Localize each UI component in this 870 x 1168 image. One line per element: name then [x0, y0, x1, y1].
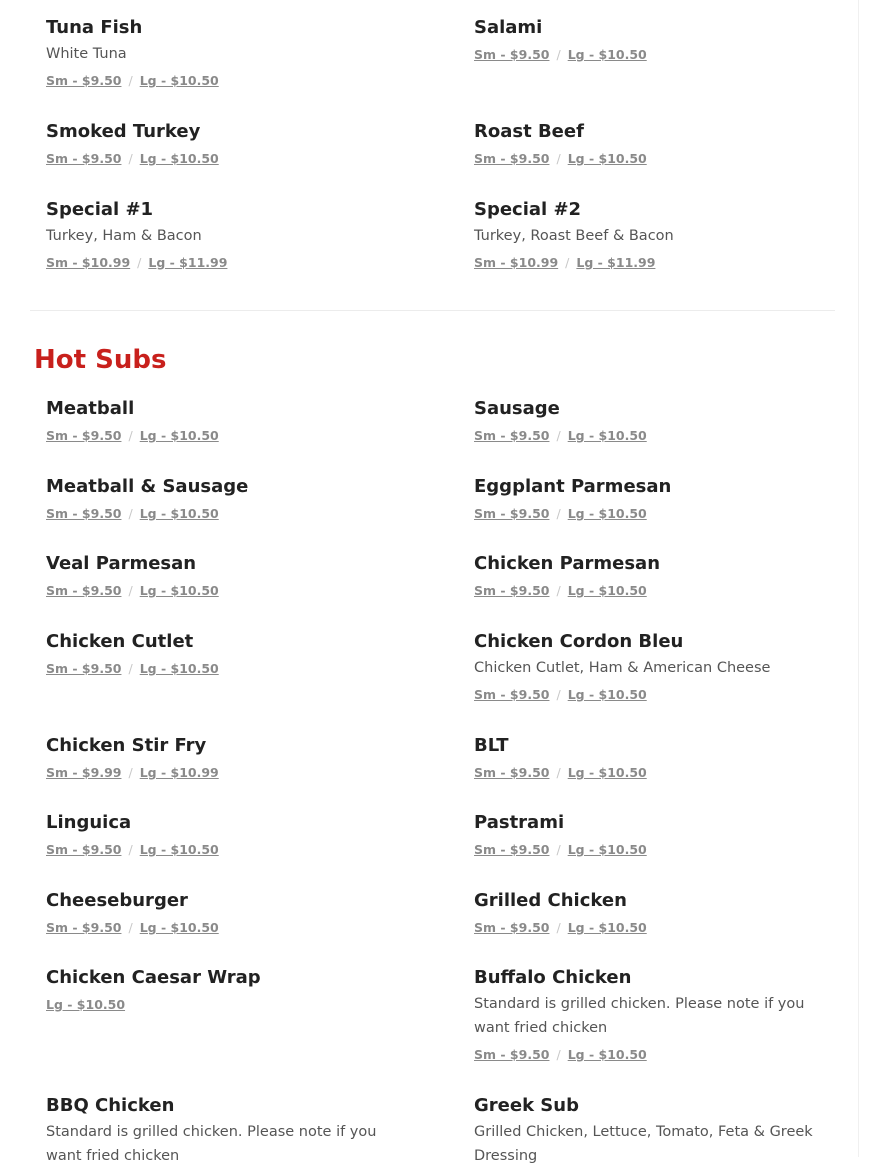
- menu-item-roast-beef[interactable]: [474, 120, 824, 168]
- menu-item-chicken-cordon-bleu[interactable]: [474, 630, 824, 704]
- price-large-link[interactable]: Lg - $10.50: [567, 151, 647, 166]
- item-name: Sausage: [474, 398, 560, 419]
- item-prices: [46, 254, 426, 272]
- item-description: Turkey, Roast Beef & Bacon: [474, 228, 674, 244]
- item-prices: [474, 427, 824, 445]
- item-name: Special #2: [474, 199, 582, 220]
- item-prices: [474, 46, 824, 64]
- section-title-hot-subs: Hot Subs: [34, 345, 167, 375]
- menu-item-chicken-stir-fry[interactable]: [46, 734, 426, 782]
- price-small-link[interactable]: Sm - $9.50: [46, 583, 122, 598]
- item-description: Grilled Chicken, Lettuce, Tomato, Feta & Greek Dressing: [474, 1124, 813, 1164]
- price-separator: /: [128, 583, 133, 598]
- item-prices: [46, 996, 426, 1014]
- price-separator: /: [128, 920, 133, 935]
- price-small-link[interactable]: Sm - $9.50: [46, 428, 122, 443]
- item-name: BLT: [474, 735, 509, 756]
- item-prices: [46, 582, 426, 600]
- price-small-link[interactable]: Sm - $9.50: [46, 73, 122, 88]
- item-name: Salami: [474, 17, 543, 38]
- item-name: Buffalo Chicken: [474, 967, 632, 988]
- item-name: Greek Sub: [474, 1095, 579, 1116]
- item-name: Cheeseburger: [46, 890, 188, 911]
- menu-item-buffalo-chicken[interactable]: [474, 966, 824, 1064]
- price-large-link[interactable]: Lg - $11.99: [576, 255, 656, 270]
- item-name: Smoked Turkey: [46, 121, 201, 142]
- price-large-link[interactable]: Lg - $10.50: [567, 687, 647, 702]
- item-name: Chicken Cutlet: [46, 631, 194, 652]
- price-small-link[interactable]: Sm - $9.50: [474, 1047, 550, 1062]
- price-separator: /: [556, 506, 561, 521]
- price-small-link[interactable]: Sm - $9.50: [46, 842, 122, 857]
- price-separator: /: [128, 428, 133, 443]
- price-small-link[interactable]: Sm - $9.50: [46, 151, 122, 166]
- item-name: Pastrami: [474, 812, 565, 833]
- item-prices: [474, 254, 824, 272]
- price-large-link[interactable]: Lg - $10.50: [139, 73, 219, 88]
- price-large-link[interactable]: Lg - $10.50: [567, 428, 647, 443]
- item-prices: [474, 686, 824, 704]
- menu-item-smoked-turkey[interactable]: [46, 120, 426, 168]
- item-prices: [474, 764, 824, 782]
- price-separator: /: [556, 583, 561, 598]
- item-prices: [474, 841, 824, 859]
- item-prices: [474, 1046, 824, 1064]
- menu-item-grilled-chicken[interactable]: [474, 889, 824, 937]
- price-large-link[interactable]: Lg - $11.99: [148, 255, 228, 270]
- price-separator: /: [556, 687, 561, 702]
- price-separator: /: [128, 506, 133, 521]
- price-separator: /: [565, 255, 570, 270]
- price-small-link[interactable]: Sm - $9.99: [46, 765, 122, 780]
- menu-item-special-2[interactable]: [474, 198, 824, 272]
- menu-item-meatball[interactable]: [46, 397, 426, 445]
- price-large-link[interactable]: Lg - $10.50: [567, 47, 647, 62]
- price-separator: /: [128, 151, 133, 166]
- item-name: Meatball: [46, 398, 135, 419]
- menu-item-special-1[interactable]: [46, 198, 426, 272]
- item-description: Turkey, Ham & Bacon: [46, 228, 202, 244]
- price-separator: /: [556, 428, 561, 443]
- price-large-link[interactable]: Lg - $10.50: [139, 920, 219, 935]
- menu-item-pastrami[interactable]: [474, 811, 824, 859]
- price-large-link[interactable]: Lg - $10.50: [139, 583, 219, 598]
- section-divider: [30, 310, 835, 311]
- menu-item-tuna-fish[interactable]: [46, 16, 426, 90]
- item-name: Linguica: [46, 812, 132, 833]
- menu-item-eggplant-parmesan[interactable]: [474, 475, 824, 523]
- price-small-link[interactable]: Sm - $9.50: [474, 842, 550, 857]
- price-separator: /: [128, 765, 133, 780]
- price-small-link[interactable]: Sm - $9.50: [474, 47, 550, 62]
- item-name: Chicken Cordon Bleu: [474, 631, 684, 652]
- item-name: Meatball & Sausage: [46, 476, 249, 497]
- item-name: Eggplant Parmesan: [474, 476, 672, 497]
- menu-item-salami[interactable]: [474, 16, 824, 64]
- menu-item-veal-parmesan[interactable]: [46, 552, 426, 600]
- item-name: Chicken Stir Fry: [46, 735, 207, 756]
- price-large-link[interactable]: Lg - $10.99: [139, 765, 219, 780]
- price-small-link[interactable]: Sm - $10.99: [46, 255, 131, 270]
- menu-item-linguica[interactable]: [46, 811, 426, 859]
- price-separator: /: [556, 47, 561, 62]
- price-large-link[interactable]: Lg - $10.50: [567, 920, 647, 935]
- item-description: Standard is grilled chicken. Please note if you want fried chicken: [46, 1124, 377, 1164]
- item-name: Roast Beef: [474, 121, 584, 142]
- price-large-link[interactable]: Lg - $10.50: [139, 506, 219, 521]
- item-prices: [474, 582, 824, 600]
- price-separator: /: [128, 73, 133, 88]
- page-edge: [858, 0, 859, 1157]
- item-prices: [46, 72, 426, 90]
- menu-item-chicken-parmesan[interactable]: [474, 552, 824, 600]
- price-large-link[interactable]: Lg - $10.50: [46, 997, 126, 1012]
- item-prices: [46, 764, 426, 782]
- item-name: Chicken Caesar Wrap: [46, 967, 261, 988]
- price-small-link[interactable]: Sm - $9.50: [474, 428, 550, 443]
- price-separator: /: [556, 842, 561, 857]
- price-separator: /: [556, 920, 561, 935]
- price-small-link[interactable]: Sm - $9.50: [474, 687, 550, 702]
- menu-item-chicken-cutlet[interactable]: [46, 630, 426, 678]
- price-large-link[interactable]: Lg - $10.50: [567, 1047, 647, 1062]
- item-description: Chicken Cutlet, Ham & American Cheese: [474, 660, 771, 676]
- price-large-link[interactable]: Lg - $10.50: [139, 428, 219, 443]
- price-small-link[interactable]: Sm - $9.50: [474, 920, 550, 935]
- menu-item-meatball-sausage[interactable]: [46, 475, 426, 523]
- item-name: Special #1: [46, 199, 154, 220]
- price-small-link[interactable]: Sm - $9.50: [474, 583, 550, 598]
- price-large-link[interactable]: Lg - $10.50: [139, 151, 219, 166]
- item-prices: [474, 150, 824, 168]
- price-small-link[interactable]: Sm - $9.50: [46, 661, 122, 676]
- item-name: Chicken Parmesan: [474, 553, 661, 574]
- price-small-link[interactable]: Sm - $9.50: [46, 506, 122, 521]
- price-large-link[interactable]: Lg - $10.50: [139, 842, 219, 857]
- item-prices: [46, 150, 426, 168]
- item-description: Standard is grilled chicken. Please note if you want fried chicken: [474, 996, 805, 1036]
- item-name: Grilled Chicken: [474, 890, 627, 911]
- menu-item-cheeseburger[interactable]: [46, 889, 426, 937]
- price-small-link[interactable]: Sm - $9.50: [474, 151, 550, 166]
- item-name: Veal Parmesan: [46, 553, 197, 574]
- item-prices: [46, 841, 426, 859]
- menu-item-blt[interactable]: [474, 734, 824, 782]
- item-name: Tuna Fish: [46, 17, 143, 38]
- price-separator: /: [137, 255, 142, 270]
- item-prices: [46, 427, 426, 445]
- price-large-link[interactable]: Lg - $10.50: [567, 583, 647, 598]
- price-large-link[interactable]: Lg - $10.50: [567, 842, 647, 857]
- item-prices: [46, 919, 426, 937]
- price-large-link[interactable]: Lg - $10.50: [139, 661, 219, 676]
- price-small-link[interactable]: Sm - $9.50: [474, 765, 550, 780]
- item-description: White Tuna: [46, 46, 127, 62]
- price-separator: /: [128, 842, 133, 857]
- menu-item-chicken-caesar-wrap[interactable]: [46, 966, 426, 1014]
- price-large-link[interactable]: Lg - $10.50: [567, 506, 647, 521]
- price-separator: /: [556, 765, 561, 780]
- price-small-link[interactable]: Sm - $9.50: [46, 920, 122, 935]
- price-small-link[interactable]: Sm - $10.99: [474, 255, 559, 270]
- menu-item-sausage[interactable]: [474, 397, 824, 445]
- item-prices: [46, 660, 426, 678]
- item-prices: [474, 505, 824, 523]
- item-prices: [46, 505, 426, 523]
- price-large-link[interactable]: Lg - $10.50: [567, 765, 647, 780]
- price-separator: /: [556, 1047, 561, 1062]
- price-separator: /: [128, 661, 133, 676]
- price-separator: /: [556, 151, 561, 166]
- item-name: BBQ Chicken: [46, 1095, 175, 1116]
- item-prices: [474, 919, 824, 937]
- price-small-link[interactable]: Sm - $9.50: [474, 506, 550, 521]
